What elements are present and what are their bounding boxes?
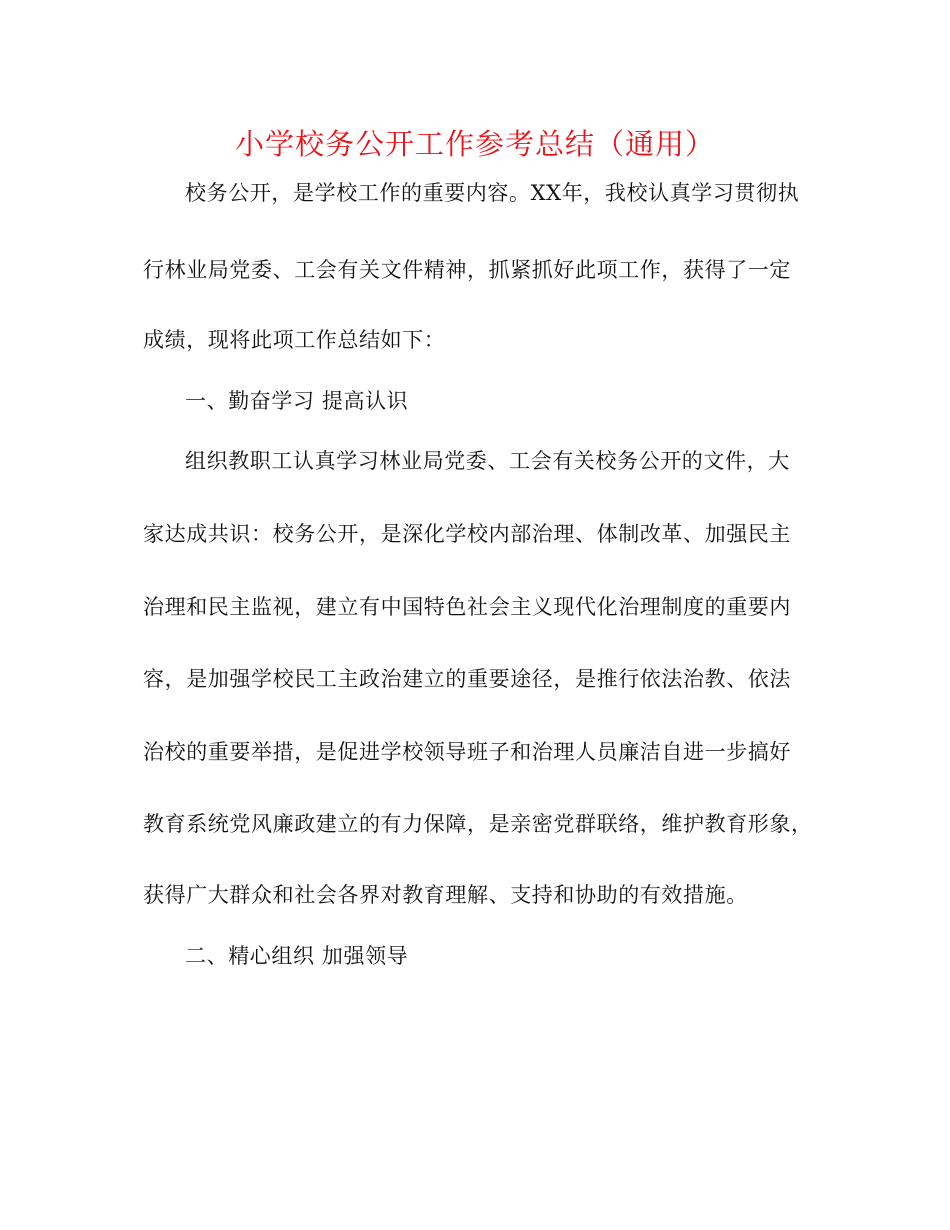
document-title: 小学校务公开工作参考总结（通用）	[234, 127, 715, 161]
paragraph-2-line-4: 容，是加强学校民工主政治建立的重要途径，是推行依法治教、依法	[143, 667, 791, 691]
paragraph-2-line-3: 治理和民主监视，建立有中国特色社会主义现代化治理制度的重要内	[143, 595, 791, 619]
section-heading-1: 一、勤奋学习 提高认识	[185, 389, 409, 413]
section-heading-2: 二、精心组织 加强领导	[185, 944, 409, 968]
paragraph-2-line-6: 教育系统党风廉政建立的有力保障，是亲密党群联络，维护教育形象，	[143, 812, 813, 836]
paragraph-1-line-1: 校务公开，是学校工作的重要内容。XX年，我校认真学习贯彻执	[185, 181, 800, 205]
paragraph-1-line-2: 行林业局党委、工会有关文件精神，抓紧抓好此项工作，获得了一定	[143, 258, 791, 282]
paragraph-2-line-1: 组织教职工认真学习林业局党委、工会有关校务公开的文件，大	[185, 449, 790, 473]
paragraph-2-line-5: 治校的重要举措，是促进学校领导班子和治理人员廉洁自进一步搞好	[143, 740, 791, 764]
paragraph-2-line-7: 获得广大群众和社会各界对教育理解、支持和协助的有效措施。	[143, 883, 748, 907]
paragraph-2-line-2: 家达成共识：校务公开，是深化学校内部治理、体制改革、加强民主	[143, 522, 791, 546]
paragraph-1-line-3: 成绩，现将此项工作总结如下：	[143, 328, 446, 352]
